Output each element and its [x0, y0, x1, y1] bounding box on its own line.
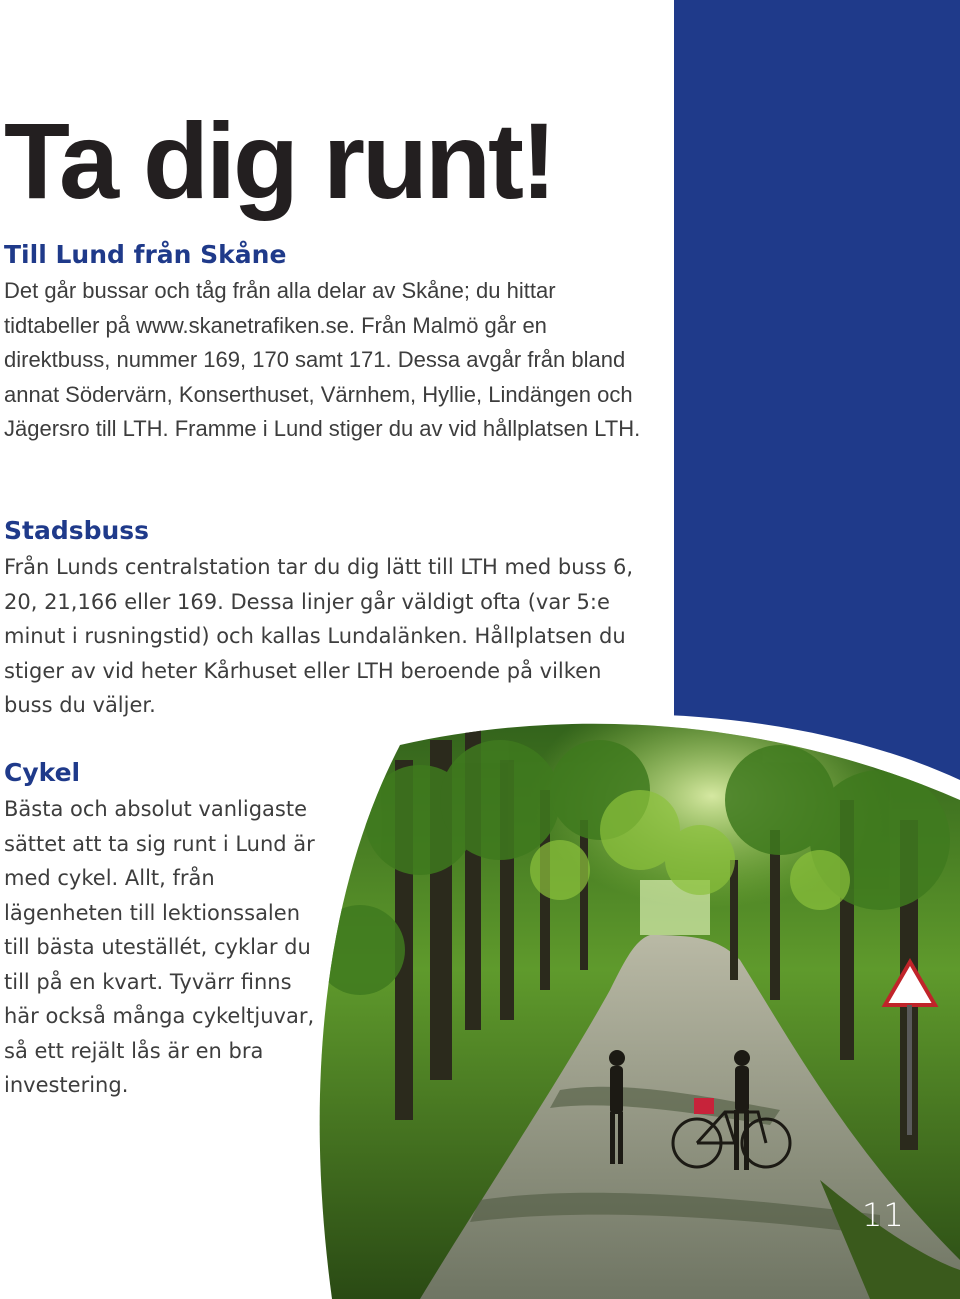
section-heading: Cykel	[4, 758, 81, 787]
page-number: 11	[862, 1196, 905, 1234]
section-bike	[4, 756, 324, 1103]
section-city-bus	[4, 514, 654, 723]
section-heading: Stadsbuss	[4, 516, 150, 545]
page-title: Ta dig runt!	[4, 100, 554, 221]
section-body: Bästa och absolut vanligaste sättet att ta sig runt i Lund är med cykel. Allt, från lägenheten till lektionssalen till bästa uteställét, cyklar du till på en kvart. Tyvärr finns här också många cykeltjuvar, så ett rejält lås är en bra investering.	[4, 797, 315, 1097]
section-body: Det går bussar och tåg från alla delar av Skåne; du hittar tidtabeller på www.skanetrafiken.se. Från Malmö går en direktbuss, nummer 169, 170 samt 171. Dessa avgår från bland annat Södervärn, Konserthuset, Värnhem, Hyllie, Lindängen och Jägersro till LTH. Framme i Lund stiger du av vid hållplatsen LTH.	[4, 278, 641, 441]
section-body: Från Lunds centralstation tar du dig lätt till LTH med buss 6, 20, 21,166 eller 169. Dessa linjer går väldigt ofta (var 5:e minut i rusningstid) och kallas Lundalänken. Hållplatsen du stiger av vid heter Kårhuset eller LTH beroende på vilken buss du väljer.	[4, 555, 634, 717]
section-heading: Till Lund från Skåne	[4, 240, 287, 269]
section-lund-from-skane	[4, 238, 644, 447]
